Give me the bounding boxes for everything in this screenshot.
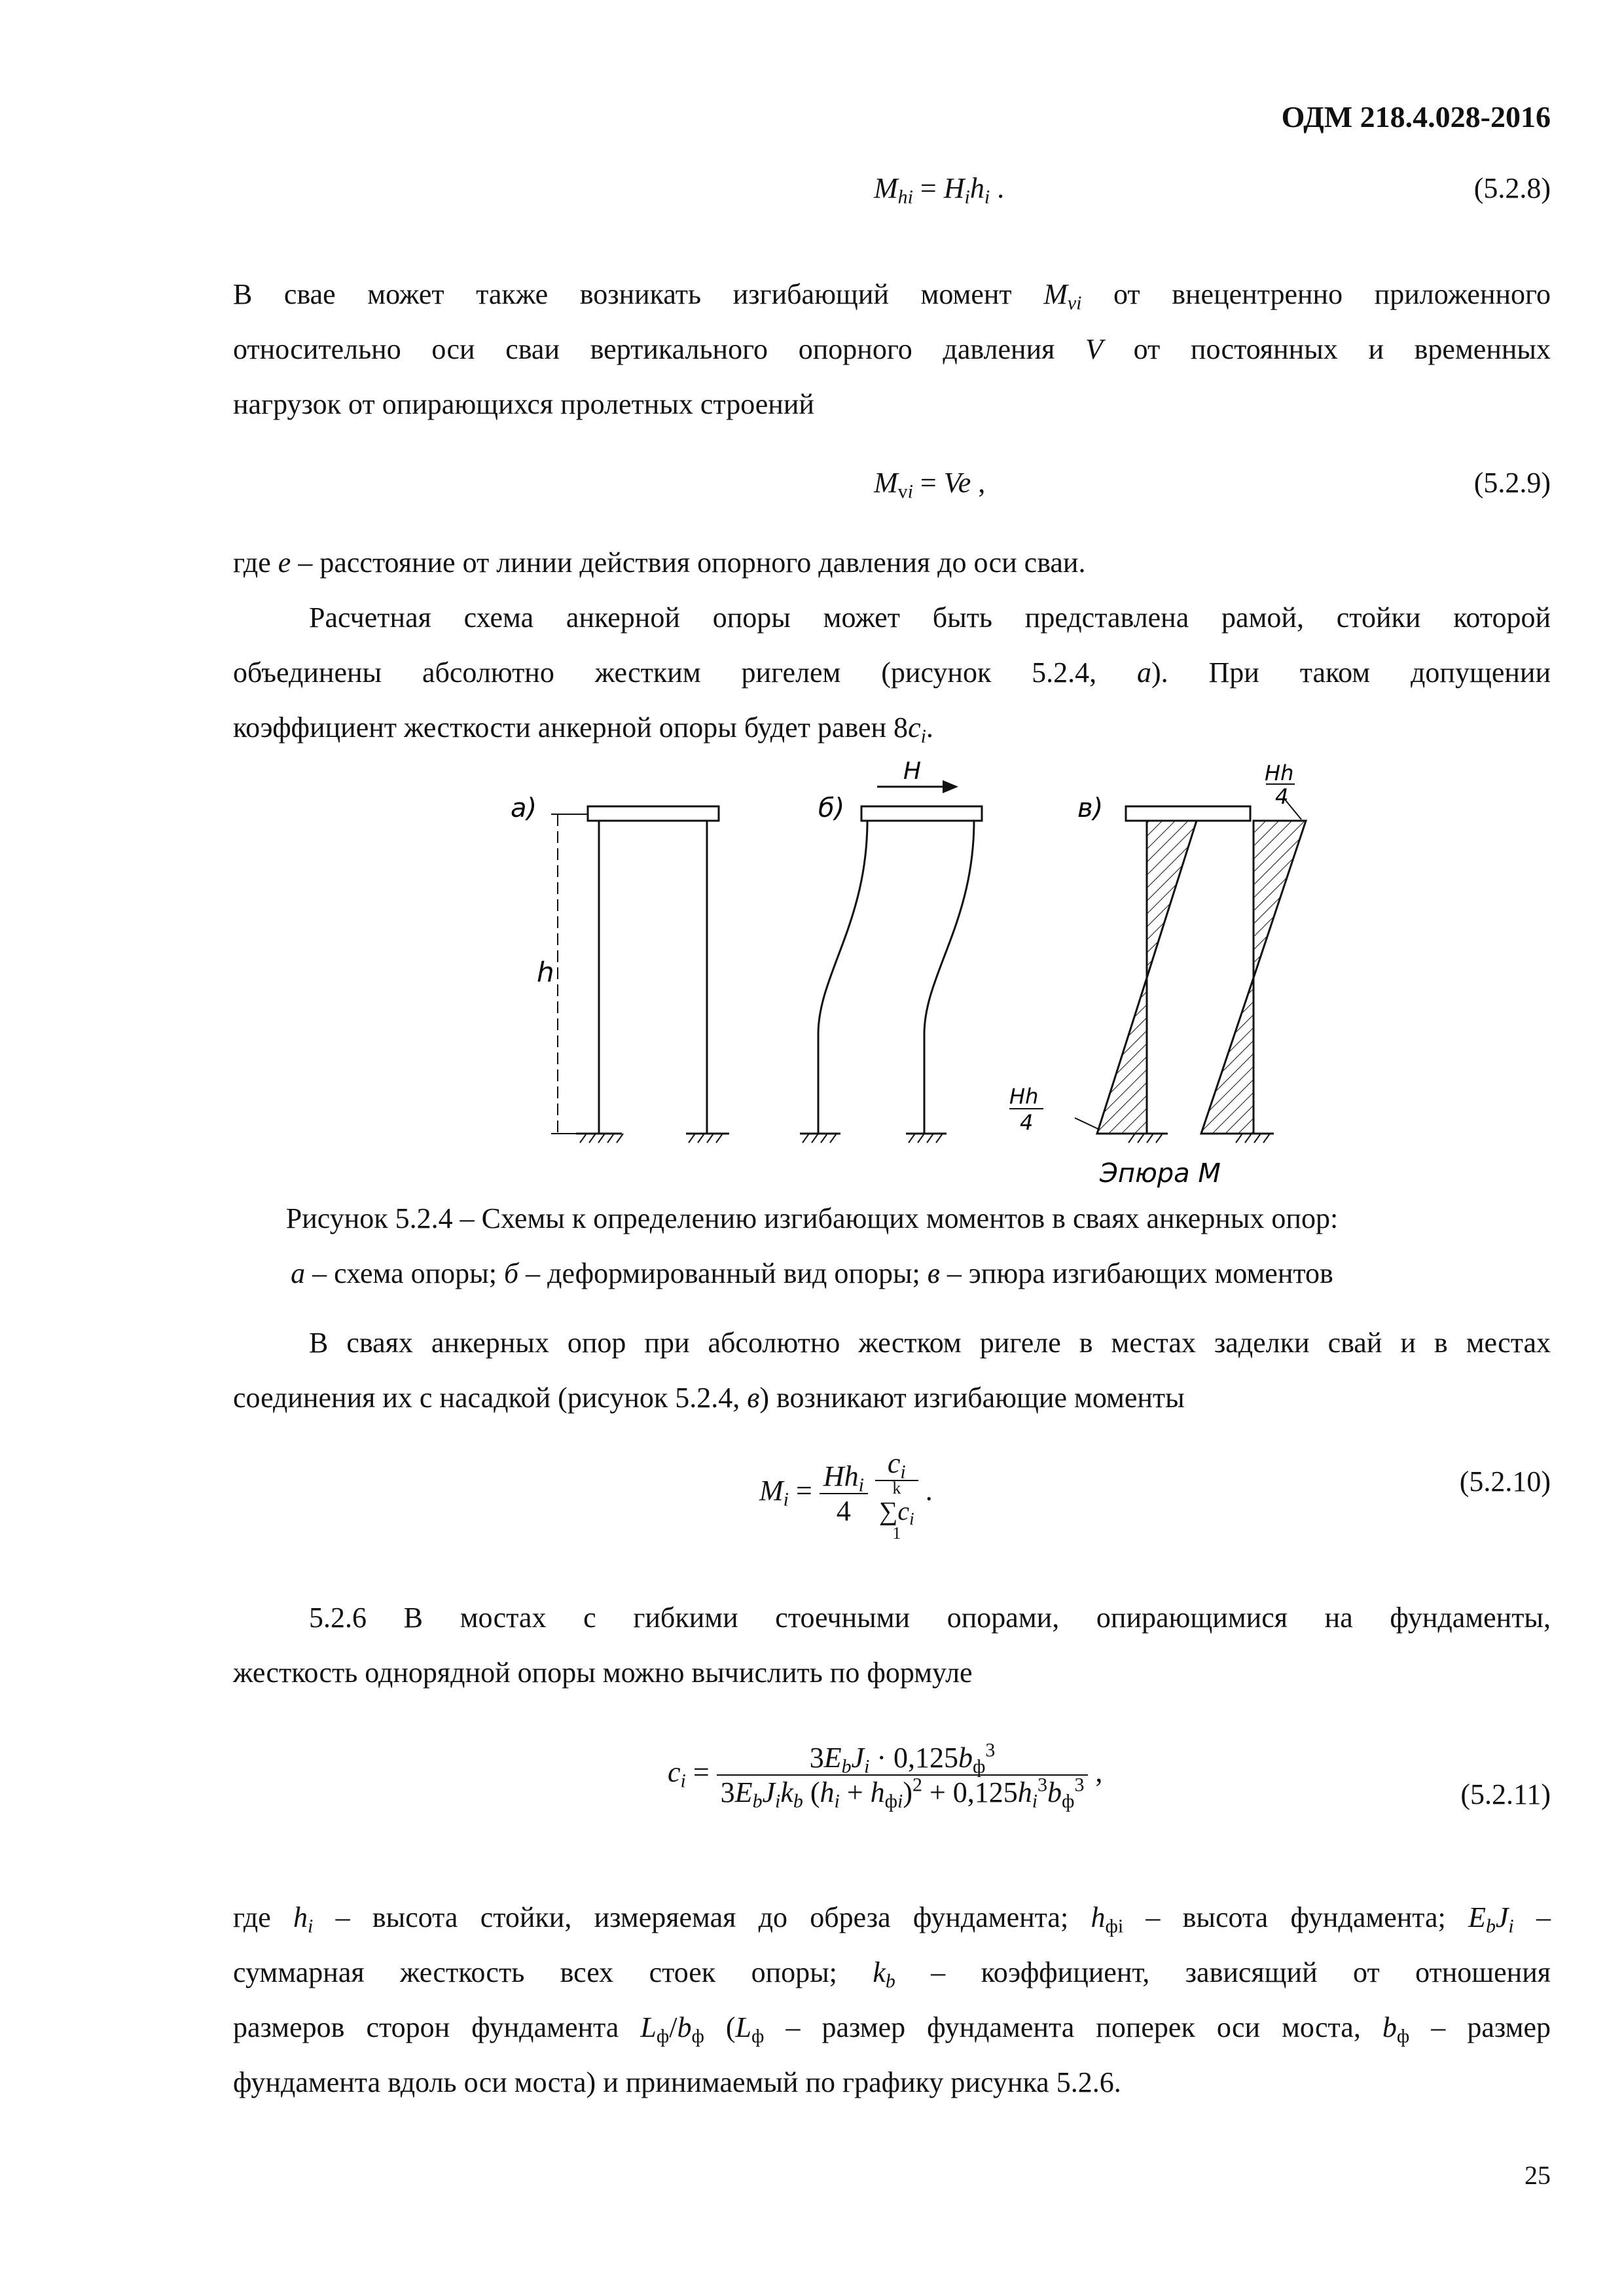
symbol: M	[1043, 278, 1068, 310]
paragraph-line: фундамента вдоль оси моста) и принимаемый по графику рисунка 5.2.6.	[233, 2066, 1121, 2098]
paragraph-design-scheme-cont	[233, 645, 1551, 700]
text: – высота стойки, измеряемая до обреза фундамента;	[313, 1901, 1091, 1933]
text: объединены абсолютно жестким ригелем (рисунок 5.2.4,	[233, 656, 1138, 689]
moment-epure-right-bottom	[1201, 978, 1254, 1134]
label-hh-top-den: 4	[1275, 784, 1289, 809]
equation-number: (5.2.8)	[1473, 172, 1551, 204]
symbol: а	[291, 1257, 306, 1289]
symbol: е	[278, 547, 291, 579]
symbol: в	[927, 1257, 940, 1289]
frame-b-crossbar	[861, 806, 982, 821]
symbol: L	[735, 2011, 752, 2043]
paragraph-moment-mvi	[233, 267, 1551, 322]
ground-hatch-b-right	[906, 1134, 947, 1143]
equation-number: (5.2.10)	[1459, 1465, 1551, 1498]
text: 5.2.6 В мостах с гибкими стоечными опорами, опирающимися на фундаменты,	[309, 1602, 1551, 1634]
text: суммарная жесткость всех стоек опоры;	[233, 1956, 873, 1988]
symbol: б	[503, 1257, 519, 1289]
subscript: b	[885, 1970, 895, 1992]
equation-5-2-9: $M_{vi} = Ve$ ,	[874, 467, 986, 503]
ground-hatch-b-left	[800, 1134, 840, 1143]
subscript: фi	[1105, 1915, 1124, 1937]
text: коэффициент жесткости анкерной опоры будет равен 8	[233, 711, 909, 744]
frame-v-crossbar	[1126, 806, 1250, 821]
text: –	[1513, 1901, 1551, 1933]
frame-a-crossbar	[588, 806, 719, 821]
figure-5-2-4	[511, 759, 1335, 1204]
label-hh-top-num: Hh	[1265, 761, 1294, 785]
label-hh-bottom-den: 4	[1020, 1110, 1034, 1135]
symbol: c	[908, 711, 921, 744]
paragraph-line	[233, 700, 933, 755]
text: ). При таком допущении	[1151, 656, 1551, 689]
label-v: в)	[1077, 793, 1104, 823]
text: от постоянных и временных	[1102, 333, 1551, 365]
equation-number: (5.2.11)	[1460, 1778, 1551, 1810]
label-force-H: H	[903, 759, 922, 785]
document-code: ОДМ 218.4.028-2016	[1281, 100, 1551, 134]
text: размеров сторон фундамента	[233, 2011, 641, 2043]
equation-number: (5.2.9)	[1473, 467, 1551, 499]
text: Расчетная схема анкерной опоры может быть представлена рамой, стойки которой	[309, 601, 1551, 634]
paragraph-anchor-piles	[309, 1316, 1551, 1371]
paragraph-design-scheme	[309, 590, 1551, 645]
paragraph-moment-mvi-cont	[233, 322, 1551, 377]
text: ) возникают изгибающие моменты	[759, 1382, 1185, 1414]
equation-5-2-10: $M_i$ = $\frac{Hh_i}{4}$ $c_i$ k $\sum c_i$ 1 .	[759, 1447, 933, 1543]
symbol: b	[1382, 2011, 1397, 2043]
text: В свае может также возникать изгибающий момент	[233, 278, 1044, 310]
label-height-h: h	[537, 956, 554, 988]
symbol: J	[1495, 1901, 1509, 1933]
symbol: h	[1091, 1901, 1106, 1933]
page-number: 25	[1525, 2161, 1551, 2190]
figure-caption-legend	[0, 1246, 1624, 1301]
symbol: k	[873, 1956, 886, 1988]
text: .	[926, 711, 933, 744]
ground-hatch-a-right	[686, 1134, 729, 1143]
text: – размер фундамента поперек оси моста,	[764, 2011, 1382, 2043]
text: соединения их с насадкой (рисунок 5.2.4,	[233, 1382, 748, 1414]
subscript: b	[1485, 1915, 1496, 1937]
moment-epure-left-top	[1147, 821, 1197, 978]
ground-hatch-a-left	[576, 1134, 623, 1143]
paragraph-5-2-6	[309, 1590, 1551, 1645]
symbol: L	[640, 2011, 657, 2043]
subscript: i	[920, 725, 926, 747]
label-epure-M: Эпюра M	[1100, 1158, 1221, 1189]
text: относительно оси сваи вертикального опорного давления	[233, 333, 1086, 365]
figure-caption: Рисунок 5.2.4 – Схемы к определению изгибающих моментов в сваях анкерных опор:	[285, 1202, 1339, 1234]
paragraph-line: нагрузок от опирающихся пролетных строений	[233, 388, 814, 420]
symbol: а	[1137, 656, 1152, 689]
equation-5-2-11: $c_i$ = $\frac{3E_bJ_i \cdot 0,125b_ф^3}{3E_bJ_ik_b (h_i + h_{фi})^2 + 0,125h_i^3b_ф^3}$ ,	[668, 1739, 1103, 1812]
text: от внецентренно приложенного	[1081, 278, 1551, 310]
text: В сваях анкерных опор при абсолютно жестком ригеле в местах заделки свай и в местах	[309, 1327, 1551, 1359]
paragraph-line: жесткость однорядной опоры можно вычислить по формуле	[233, 1657, 973, 1689]
moment-epure-right-top	[1254, 821, 1306, 978]
text: где	[233, 547, 278, 579]
label-a: а)	[511, 793, 537, 823]
paragraph-definitions	[233, 1890, 1551, 1945]
text: – коэффициент, зависящий от отношения	[895, 1956, 1551, 1988]
text: где	[233, 1901, 294, 1933]
paragraph-definitions-cont	[233, 2000, 1551, 2055]
text: – расстояние от линии действия опорного давления до оси сваи.	[291, 547, 1086, 579]
symbol: в	[747, 1382, 760, 1414]
symbol: b	[677, 2011, 692, 2043]
subscript: ф	[751, 2025, 765, 2047]
text: – размер	[1409, 2011, 1551, 2043]
label-hh-bottom-num: Hh	[1009, 1084, 1039, 1109]
moment-epure-left-bottom	[1097, 978, 1147, 1134]
subscript: i	[308, 1915, 314, 1937]
subscript: vi	[1067, 292, 1082, 314]
subscript: ф	[656, 2025, 670, 2047]
text: /	[669, 2011, 677, 2043]
label-b: б)	[818, 793, 845, 823]
subscript: ф	[1396, 2025, 1410, 2047]
paragraph-line	[233, 1371, 1185, 1426]
subscript: i	[1508, 1915, 1514, 1937]
text: – деформированный вид опоры;	[518, 1257, 928, 1289]
text: – эпюра изгибающих моментов	[939, 1257, 1333, 1289]
definition-e	[233, 535, 1085, 590]
text: (	[704, 2011, 736, 2043]
symbol: E	[1468, 1901, 1486, 1933]
frame-b-left-column	[818, 821, 867, 1134]
subscript: ф	[691, 2025, 704, 2047]
text: – схема опоры;	[305, 1257, 504, 1289]
symbol: V	[1085, 333, 1103, 365]
frame-b-right-column	[924, 821, 974, 1134]
equation-5-2-8: $M_{hi} = H_ih_i$ .	[874, 172, 1005, 208]
ground-hatch-v	[1126, 1134, 1274, 1143]
text: – высота фундамента;	[1123, 1901, 1469, 1933]
paragraph-definitions-cont	[233, 1945, 1551, 2000]
symbol: h	[293, 1901, 308, 1933]
